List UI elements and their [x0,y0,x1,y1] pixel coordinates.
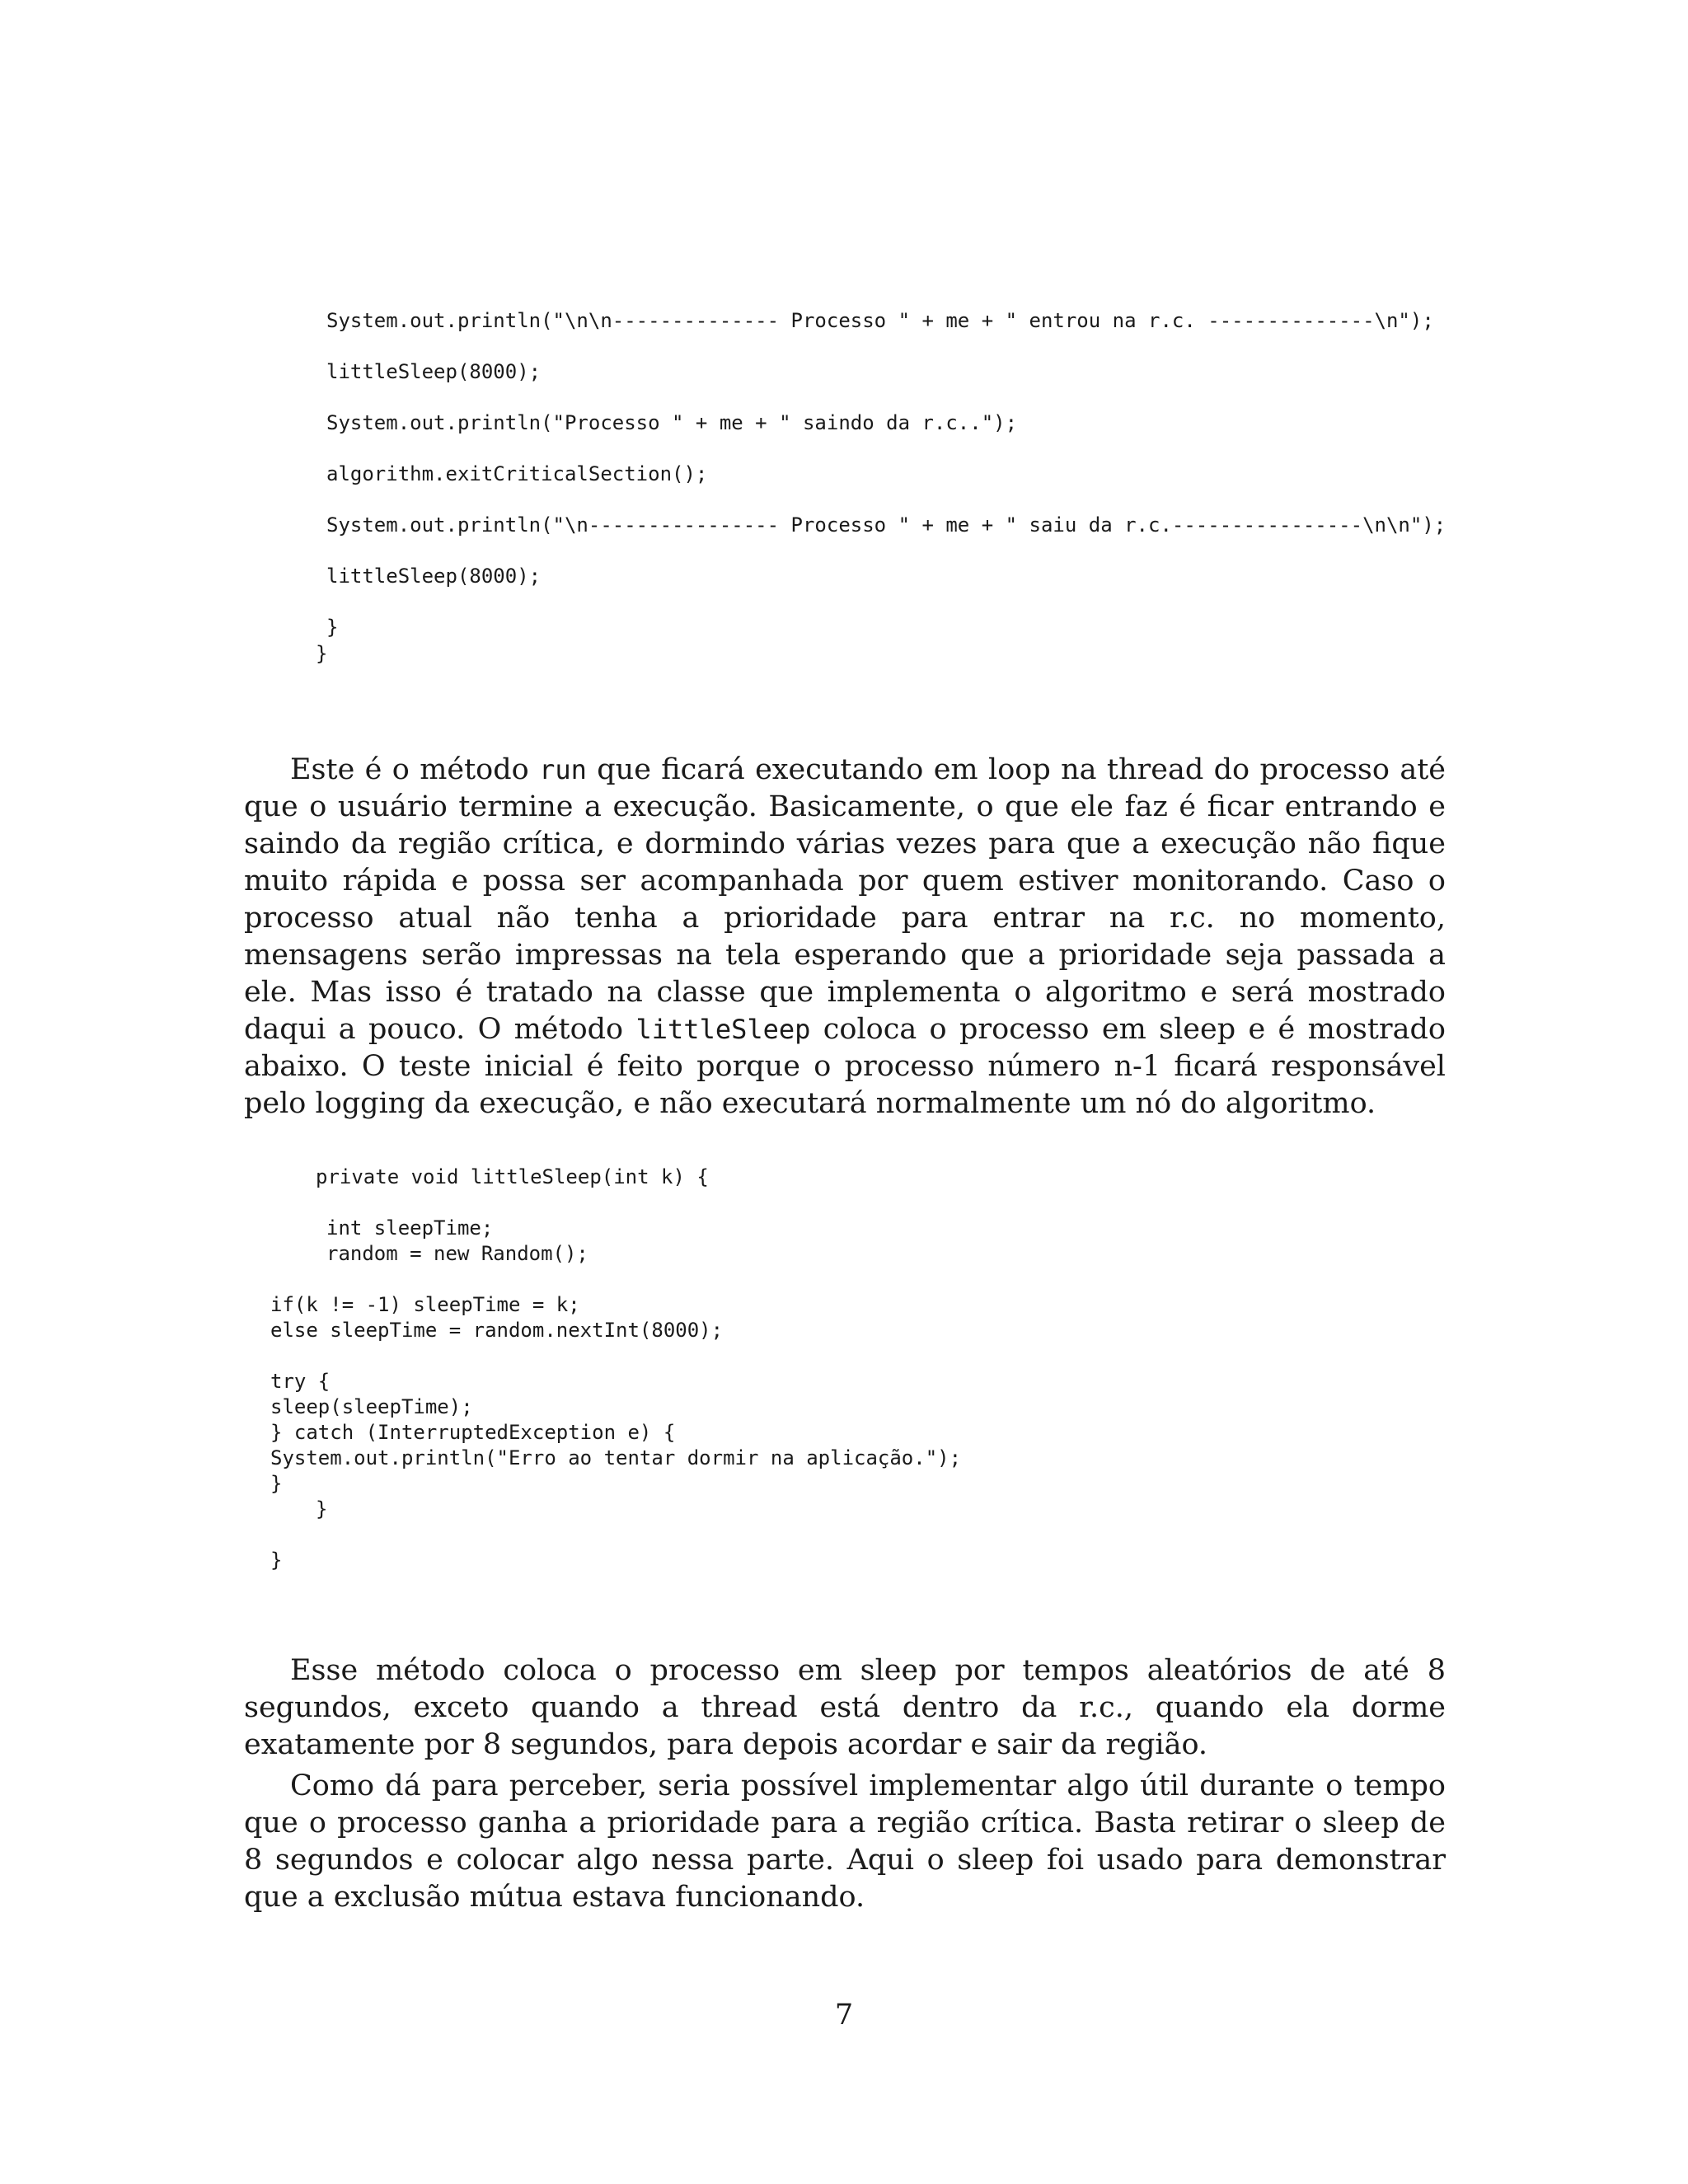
inline-code-run: run [539,754,587,785]
code-line: littleSleep(8000); [326,565,542,588]
code-line: System.out.println("Erro ao tentar dormir na aplicação."); [270,1446,962,1469]
code-line: else sleepTime = random.nextInt(8000); [270,1319,724,1342]
paragraph-conclusion [244,1768,1446,1916]
code-line: sleep(sleepTime); [270,1395,473,1418]
code-line: } [316,642,328,665]
code-line: int sleepTime; [326,1216,494,1240]
paragraph-text: Este é o método [290,753,540,786]
code-line: } [326,616,339,639]
code-line: System.out.println("Processo " + me + " saindo da r.c.."); [326,411,1018,434]
code-line: try { [270,1370,331,1393]
code-line: if(k != -1) sleepTime = k; [270,1293,580,1316]
code-line: } [316,1497,328,1521]
paragraph-text: Esse método coloca o processo em sleep por tempos aleatórios de até 8 segundos, exceto quando a thread está dentro da r.c., quando ela dorme exatamente por 8 segundos, para depois acordar e sair da região. [244,1654,1446,1761]
code-line: littleSleep(8000); [326,360,542,383]
code-line: } [270,1549,283,1572]
code-line: random = new Random(); [326,1242,588,1265]
paragraph-text: Como dá para perceber, seria possível implementar algo útil durante o tempo que o processo ganha a prioridade para a região crítica. Basta retirar o sleep de 8 segundos e colocar algo nessa parte. Aqui o sleep foi usado para demonstrar que a exclusão mútua estava funcionando. [244,1769,1446,1914]
code-line: System.out.println("\n\n-------------- Processo " + me + " entrou na r.c. --------------\n"); [326,309,1434,332]
paragraph-sleep-description [244,1652,1446,1764]
paragraph-text: que ficará executando em loop na thread do processo até que o usuário termine a execução. Basicamente, o que ele faz é ficar entrando e saindo da região crítica, e dormindo várias vezes para que a execução não fique muito rápida e possa ser acompanhada por quem estiver monitorando. Caso o processo atual não tenha a prioridade para entrar na r.c. no momento, mensagens serão impressas na tela esperando que a prioridade seja passada a ele. Mas isso é tratado na classe que implementa o algoritmo e será mostrado daqui a pouco. O método [244,753,1446,1046]
code-line: } [270,1472,283,1495]
code-line: algorithm.exitCriticalSection(); [326,462,708,485]
paragraph-text: coloca o processo em sleep e é mostrado abaixo. O teste inicial é feito porque o processo número n-1 ficará responsável pelo logging da execução, e não executará normalmente um nó do algoritmo. [244,1013,1446,1120]
inline-code-littlesleep: littleSleep [635,1014,811,1045]
code-line: } catch (InterruptedException e) { [270,1421,676,1444]
page-number: 7 [834,1999,854,2032]
paragraph-run-description [244,752,1446,1122]
code-line: private void littleSleep(int k) { [316,1165,709,1188]
code-line: System.out.println("\n---------------- Processo " + me + " saiu da r.c.----------------\n\n"); [326,513,1447,537]
